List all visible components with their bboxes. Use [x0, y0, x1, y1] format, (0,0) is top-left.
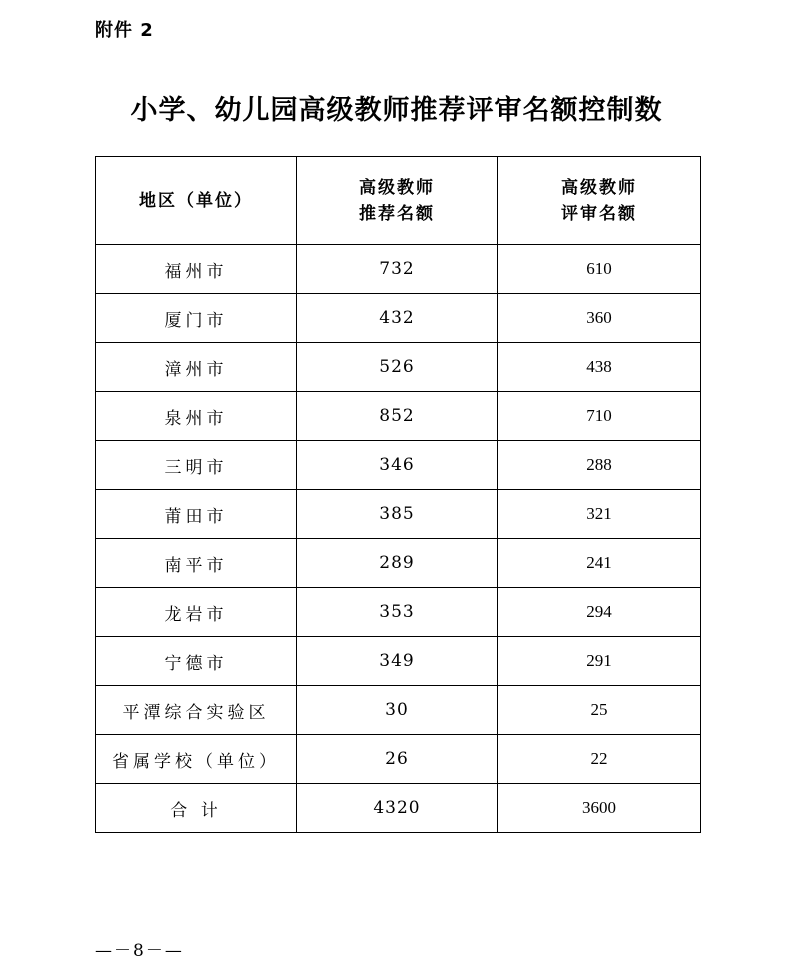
cell-total-label: 合 计 [96, 784, 297, 833]
header-recommend-line1: 高级教师 [359, 177, 435, 198]
cell-review: 294 [498, 588, 701, 637]
cell-review: 241 [498, 539, 701, 588]
cell-recommend: 289 [297, 539, 498, 588]
cell-region: 宁德市 [96, 637, 297, 686]
header-region-text: 地区（单位） [139, 190, 253, 211]
cell-review: 25 [498, 686, 701, 735]
cell-recommend: 30 [297, 686, 498, 735]
cell-review: 610 [498, 245, 701, 294]
page-number: —－8－— [95, 941, 184, 961]
table-row [96, 588, 701, 637]
document-title: 小学、幼儿园高级教师推荐评审名额控制数 [130, 95, 663, 126]
cell-review: 321 [498, 490, 701, 539]
table-row [96, 392, 701, 441]
cell-recommend: 852 [297, 392, 498, 441]
header-review-line2: 评审名额 [561, 203, 637, 224]
attachment-label: 附件 2 [95, 20, 154, 41]
cell-review: 288 [498, 441, 701, 490]
cell-region: 省属学校（单位） [96, 735, 297, 784]
cell-review: 360 [498, 294, 701, 343]
cell-region: 福州市 [96, 245, 297, 294]
cell-recommend: 526 [297, 343, 498, 392]
header-region [96, 157, 297, 245]
cell-region: 南平市 [96, 539, 297, 588]
table-row [96, 245, 701, 294]
cell-review: 710 [498, 392, 701, 441]
cell-region: 厦门市 [96, 294, 297, 343]
cell-recommend: 26 [297, 735, 498, 784]
cell-review: 438 [498, 343, 701, 392]
cell-recommend: 346 [297, 441, 498, 490]
cell-recommend: 385 [297, 490, 498, 539]
cell-recommend: 349 [297, 637, 498, 686]
quota-table [95, 156, 701, 833]
table-row [96, 637, 701, 686]
cell-recommend: 353 [297, 588, 498, 637]
table-row [96, 539, 701, 588]
table-row [96, 343, 701, 392]
cell-review: 291 [498, 637, 701, 686]
table-header-row [96, 157, 701, 245]
cell-region: 漳州市 [96, 343, 297, 392]
table-row [96, 686, 701, 735]
table-total-row [96, 784, 701, 833]
header-review-line1: 高级教师 [561, 177, 637, 198]
header-recommend-quota [297, 157, 498, 245]
table-row [96, 490, 701, 539]
table-row [96, 441, 701, 490]
cell-region: 龙岩市 [96, 588, 297, 637]
cell-recommend: 732 [297, 245, 498, 294]
cell-region: 泉州市 [96, 392, 297, 441]
header-recommend-line2: 推荐名额 [359, 203, 435, 224]
cell-region: 莆田市 [96, 490, 297, 539]
table-row [96, 735, 701, 784]
cell-recommend: 432 [297, 294, 498, 343]
cell-total-recommend: 4320 [297, 784, 498, 833]
cell-review: 22 [498, 735, 701, 784]
cell-region: 平潭综合实验区 [96, 686, 297, 735]
cell-total-review: 3600 [498, 784, 701, 833]
table-row [96, 294, 701, 343]
cell-region: 三明市 [96, 441, 297, 490]
header-review-quota [498, 157, 701, 245]
